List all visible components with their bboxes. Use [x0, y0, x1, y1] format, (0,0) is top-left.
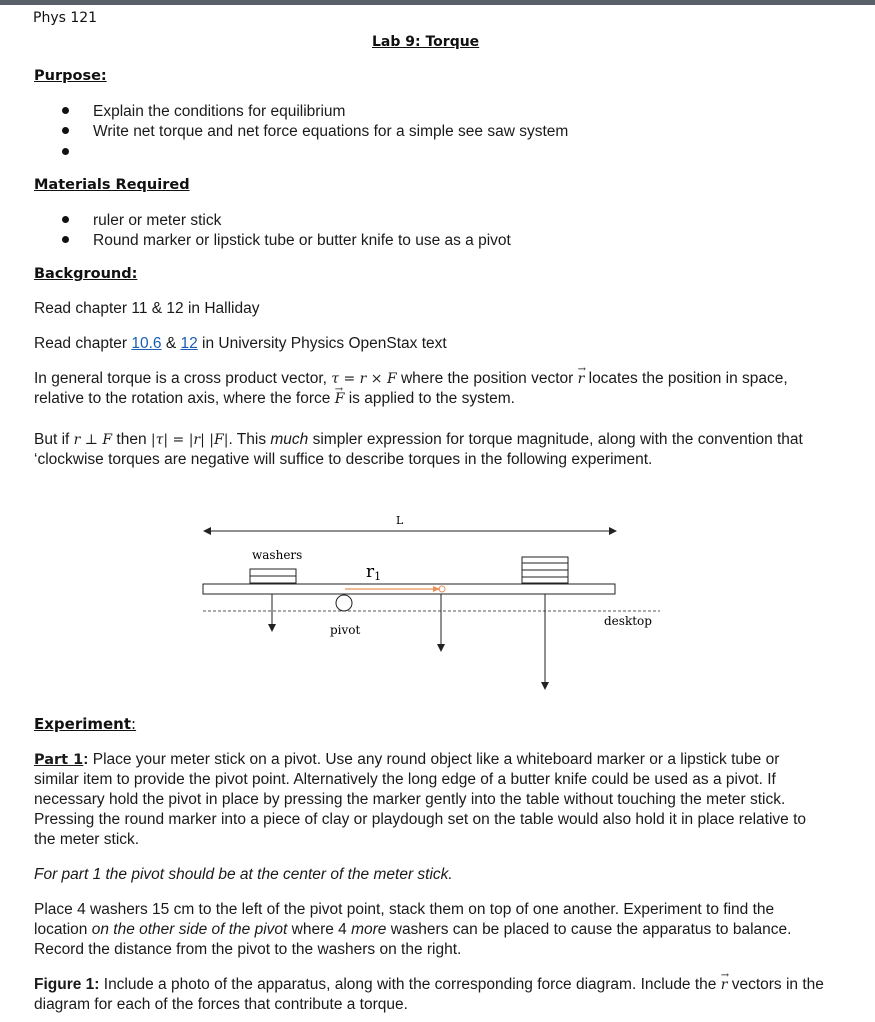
pivot-label: pivot	[330, 623, 361, 637]
pivot-center-note: For part 1 the pivot should be at the center of the meter stick.	[34, 866, 453, 883]
perpendicular-condition: r ⊥ F	[73, 432, 113, 448]
length-label: L	[396, 514, 404, 527]
figure1-label: Figure 1:	[34, 976, 100, 993]
washer-placement-paragraph: Place 4 washers 15 cm to the left of the pivot point, stack them on top of one another. Experiment to find the location on the other side of the pivot where 4 more washers can be placed to cause the apparatus to balance. Record the distance from the pivot to the washers on the right.	[34, 901, 792, 958]
cross-product-equation: τ = r × F	[331, 371, 397, 387]
torque-definition-paragraph: In general torque is a cross product vector, τ = r × F where the position vector → r locates the position in space, relative to the rotation axis, where the force → F is applied to the system.	[34, 369, 824, 409]
purpose-item: Write net torque and net force equations for a simple see saw system	[62, 122, 568, 142]
position-vector-symbol: → r	[721, 975, 728, 995]
reading-openstax: Read chapter 10.6 & 12 in University Physics OpenStax text	[34, 335, 447, 352]
purpose-heading: Purpose:	[34, 68, 107, 84]
position-vector-label: r1	[366, 562, 382, 583]
magnitude-equation: |τ| = |r| |F|	[150, 432, 229, 448]
course-label: Phys 121	[33, 10, 98, 26]
reading-halliday: Read chapter 11 & 12 in Halliday	[34, 300, 260, 317]
torque-magnitude-paragraph: But if r ⊥ F then |τ| = |r| |F|. This much simpler expression for torque magnitude, along with the convention that ‘clockwise torques are negative will suffice to describe torques in the following experiment.	[34, 431, 803, 468]
washers-label: washers	[252, 548, 303, 562]
force-vector-symbol: → F	[335, 389, 345, 409]
seesaw-diagram	[0, 505, 875, 705]
bullet-icon	[62, 107, 69, 114]
part1-paragraph: Part 1: Place your meter stick on a pivot. Use any round object like a whiteboard marker or a lipstick tube or similar item to provide the pivot point. Alternatively the long edge of a butter knife could be used as a pivot. If necessary hold the pivot in place by pressing the marker gently into the table without touching the meter stick. Pressing the round marker into a piece of clay or playdough set on the table would also hold it in place relative to the meter stick.	[34, 751, 807, 848]
materials-item: Round marker or lipstick tube or butter knife to use as a pivot	[62, 231, 511, 251]
bullet-icon	[62, 148, 69, 155]
bullet-icon	[62, 127, 69, 134]
position-vector-symbol: → r	[578, 369, 585, 389]
figure1-paragraph: Figure 1: Include a photo of the apparatus, along with the corresponding force diagram. Include the → r vectors in the diagram for each of the forces that contribute a torque.	[34, 975, 824, 1015]
bullet-icon	[62, 216, 69, 223]
bullet-icon	[62, 236, 69, 243]
pivot-circle	[336, 595, 352, 611]
part1-label: Part 1	[34, 752, 84, 768]
materials-item: ruler or meter stick	[62, 211, 221, 231]
background-heading: Background:	[34, 266, 138, 282]
experiment-heading: Experiment:	[34, 715, 137, 733]
purpose-item	[62, 143, 93, 163]
desktop-label: desktop	[604, 614, 652, 628]
purpose-item: Explain the conditions for equilibrium	[62, 102, 345, 122]
chapter-10-6-link[interactable]: 10.6	[131, 335, 162, 352]
chapter-12-link[interactable]: 12	[180, 335, 198, 352]
materials-heading: Materials Required	[34, 177, 190, 193]
top-border	[0, 0, 875, 5]
page-title: Lab 9: Torque	[372, 34, 480, 50]
